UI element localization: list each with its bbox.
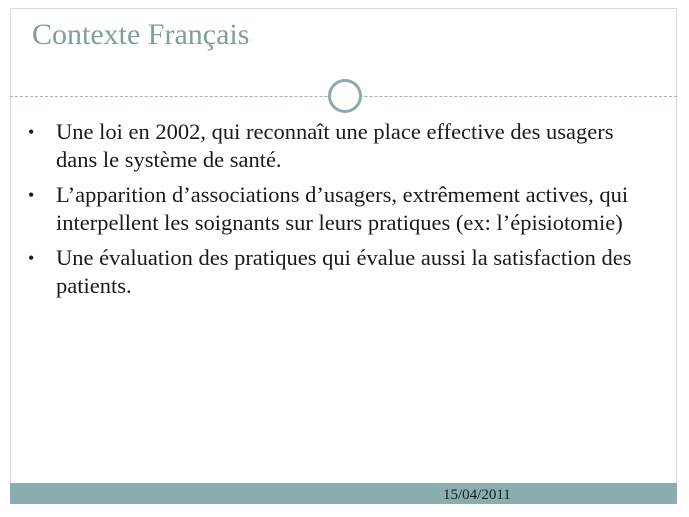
bullet-icon: • [28, 185, 35, 205]
bullet-list [28, 118, 653, 307]
footer-date: 15/04/2011 [443, 487, 511, 503]
footer-bar [10, 483, 677, 504]
divider-circle-icon [328, 79, 362, 113]
bullet-item [28, 118, 653, 174]
slide-title: Contexte Français [32, 18, 250, 51]
bullet-item [28, 244, 653, 300]
bullet-icon: • [28, 248, 35, 268]
bullet-text: Une loi en 2002, qui reconnaît une place effective des usagers dans le système de santé. [56, 119, 614, 172]
bullet-item [28, 181, 653, 237]
bullet-text: L’apparition d’associations d’usagers, extrêmement actives, qui interpellent les soignants sur leurs pratiques (ex: l’épisiotomie) [56, 182, 629, 235]
bullet-text: Une évaluation des pratiques qui évalue aussi la satisfaction des patients. [56, 245, 632, 298]
bullet-icon: • [28, 122, 35, 142]
